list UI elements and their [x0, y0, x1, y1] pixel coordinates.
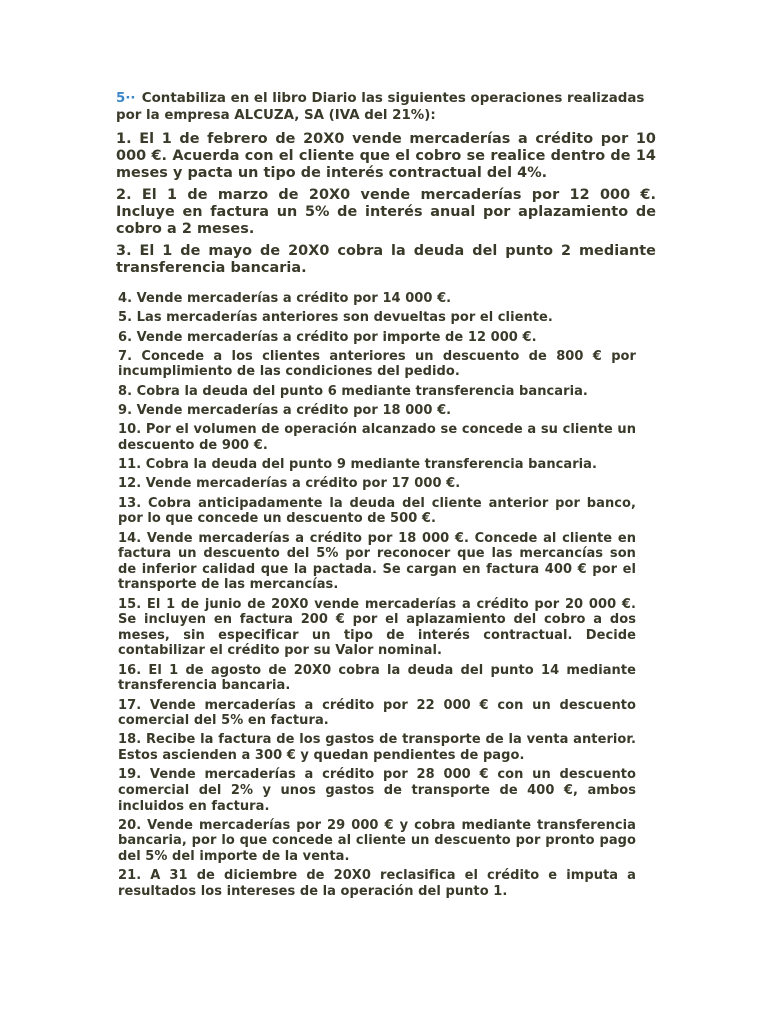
- operation-item: 3. El 1 de mayo de 20X0 cobra la deuda del punto 2 mediante transferencia bancaria.: [116, 243, 656, 276]
- operation-item: 7. Concede a los clientes anteriores un descuento de 800 € por incumplimiento de las condiciones del pedido.: [118, 348, 636, 380]
- operation-item: 10. Por el volumen de operación alcanzado se concede a su cliente un descuento de 900 €.: [118, 422, 636, 453]
- operation-item: 18. Recibe la factura de los gastos de transporte de la venta anterior. Estos ascienden a 300 € y quedan pendientes de pago.: [118, 732, 636, 764]
- operation-item: 11. Cobra la deuda del punto 9 mediante transferencia bancaria.: [118, 457, 597, 473]
- operation-item: 2. El 1 de marzo de 20X0 vende mercaderías por 12 000 €. Incluye en factura un 5% de interés anual por aplazamiento de cobro a 2 meses.: [116, 187, 656, 237]
- operation-item: 14. Vende mercaderías a crédito por 18 000 €. Concede al cliente en factura un descuento del 5% por reconocer que las mercancías son de inferior calidad que la pactada. Se cargan en factura 400 € por el transporte de las mercancías.: [118, 530, 636, 593]
- operation-item: 5. Las mercaderías anteriores son devueltas por el cliente.: [118, 310, 553, 326]
- operation-item: 17. Vende mercaderías a crédito por 22 000 € con un descuento comercial del 5% en factura.: [118, 697, 636, 729]
- exercise-bullet: ··: [125, 91, 136, 106]
- operation-item: 1. El 1 de febrero de 20X0 vende mercaderías a crédito por 10 000 €. Acuerda con el cliente que el cobro se realice dentro de 14 meses y pacta un tipo de interés contractual del 4%.: [116, 131, 656, 181]
- operation-item: 13. Cobra anticipadamente la deuda del cliente anterior por banco, por lo que concede un descuento de 500 €.: [118, 495, 636, 527]
- operation-item: 16. El 1 de agosto de 20X0 cobra la deuda del punto 14 mediante transferencia bancaria.: [118, 662, 636, 694]
- operation-item: 4. Vende mercaderías a crédito por 14 000 €.: [118, 291, 452, 306]
- exercise-number: 5: [116, 91, 126, 106]
- operation-item: 21. A 31 de diciembre de 20X0 reclasifica el crédito e imputa a resultados los intereses de la operación del punto 1.: [118, 868, 636, 899]
- operation-item: 15. El 1 de junio de 20X0 vende mercaderías a crédito por 20 000 €. Se incluyen en factura 200 € por el aplazamiento del cobro a dos meses, sin especificar un tipo de interés contractual. Decide contabilizar el crédito por su Valor nominal.: [118, 596, 636, 659]
- operation-item: 8. Cobra la deuda del punto 6 mediante transferencia bancaria.: [118, 383, 588, 399]
- operations-list-part2: [118, 291, 636, 903]
- exercise-statement-text: Contabiliza en el libro Diario las siguientes operaciones realizadas por la empresa ALCUZA, SA (IVA del 21%):: [116, 91, 645, 123]
- operation-item: 6. Vende mercaderías a crédito por importe de 12 000 €.: [118, 329, 537, 345]
- exercise-statement: [116, 90, 656, 124]
- operation-item: 9. Vende mercaderías a crédito por 18 000 €.: [118, 403, 452, 418]
- operation-item: 19. Vende mercaderías a crédito por 28 000 € con un descuento comercial del 2% y unos gastos de transporte de 400 €, ambos incluidos en factura.: [118, 767, 636, 814]
- operation-item: 12. Vende mercaderías a crédito por 17 000 €.: [118, 476, 461, 492]
- operations-list-part1: [116, 131, 656, 282]
- operation-item: 20. Vende mercaderías por 29 000 € y cobra mediante transferencia bancaria, por lo que concede al cliente un descuento por pronto pago del 5% del importe de la venta.: [118, 817, 636, 864]
